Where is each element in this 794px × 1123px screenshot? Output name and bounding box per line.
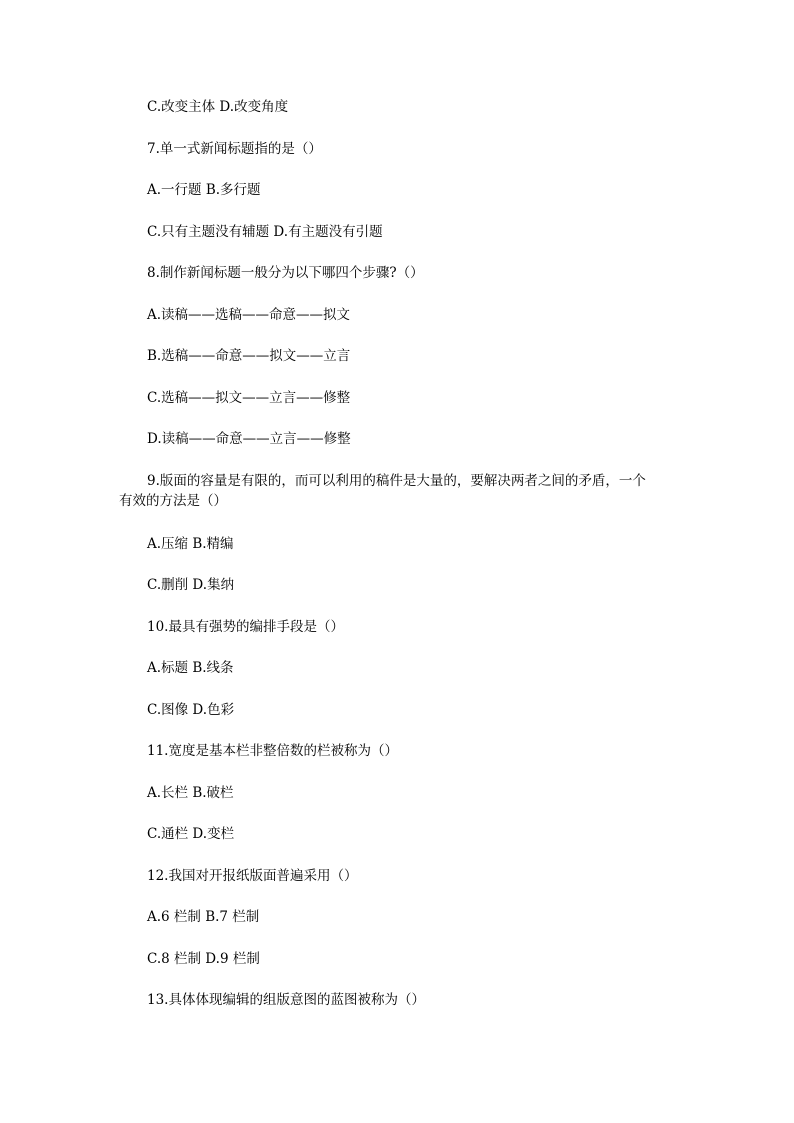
option-line-q6-cd: C.改变主体 D.改变角度 [147, 99, 289, 115]
option-line-q11-ab: A.长栏 B.破栏 [147, 785, 234, 801]
option-line-q12-cd: C.8 栏制 D.9 栏制 [147, 951, 260, 967]
option-line-q10-cd: C.图像 D.色彩 [147, 702, 235, 718]
option-line-q8-a: A.读稿——选稿——命意——拟文 [147, 307, 351, 323]
option-line-q9-ab: A.压缩 B.精编 [147, 536, 234, 552]
question-7: 7.单一式新闻标题指的是（） [147, 141, 322, 157]
question-8: 8.制作新闻标题一般分为以下哪四个步骤?（） [147, 265, 424, 281]
question-9: 9.版面的容量是有限的，而可以利用的稿件是大量的，要解决两者之间的矛盾，一个 [147, 473, 646, 489]
option-line-q7-cd: C.只有主题没有辅题 D.有主题没有引题 [147, 224, 383, 240]
question-10: 10.最具有强势的编排手段是（） [147, 619, 344, 635]
option-line-q12-ab: A.6 栏制 B.7 栏制 [147, 909, 260, 925]
option-line-q11-cd: C.通栏 D.变栏 [147, 826, 235, 842]
option-line-q10-ab: A.标题 B.线条 [147, 660, 234, 676]
question-13: 13.具体体现编辑的组版意图的蓝图被称为（） [147, 992, 425, 1008]
option-line-q8-b: B.选稿——命意——拟文——立言 [147, 348, 351, 364]
question-9-continued: 有效的方法是（） [119, 493, 227, 509]
question-12: 12.我国对开报纸版面普遍采用（） [147, 868, 358, 884]
option-line-q8-d: D.读稿——命意——立言——修整 [147, 431, 351, 447]
option-line-q7-ab: A.一行题 B.多行题 [147, 182, 261, 198]
option-line-q9-cd: C.删削 D.集纳 [147, 577, 235, 593]
option-line-q8-c: C.选稿——拟文——立言——修整 [147, 390, 351, 406]
question-11: 11.宽度是基本栏非整倍数的栏被称为（） [147, 743, 398, 759]
